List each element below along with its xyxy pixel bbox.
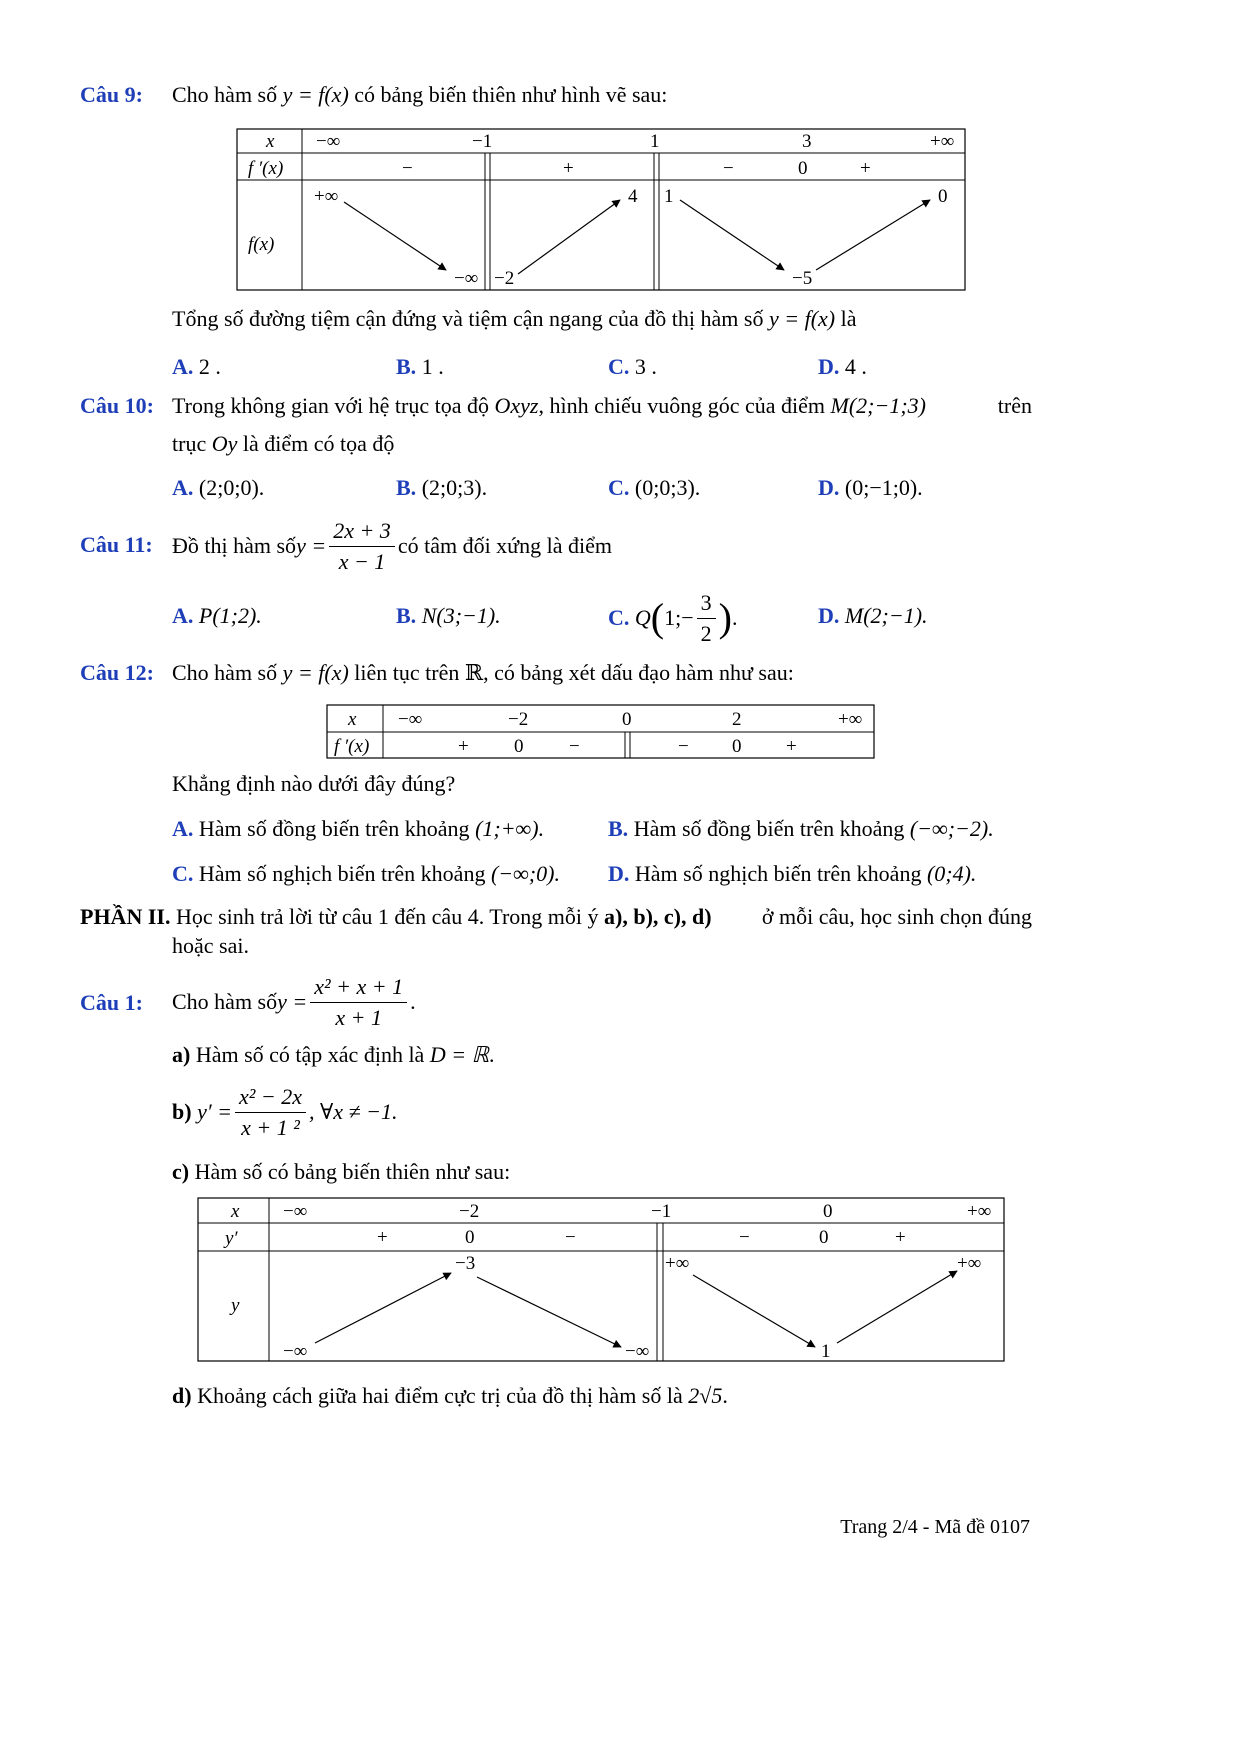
p2q1-x-3: 0 — [823, 1201, 833, 1222]
p2q1-y-2: −∞ — [625, 1341, 650, 1362]
p2q1-statement-a[interactable]: a) Hàm số có tập xác định là D = ℝ. — [172, 1042, 495, 1067]
q9-x-4: +∞ — [930, 131, 955, 152]
q12-x-3: 2 — [732, 709, 742, 730]
q9-x-1: −1 — [472, 131, 493, 152]
q9-f-4: 1 — [664, 186, 674, 207]
p2q1-sign-4: 0 — [819, 1227, 829, 1248]
q9-row-fp: f ′(x) — [248, 158, 284, 179]
p2q1-y-4: 1 — [821, 1341, 831, 1362]
q9-x-2: 1 — [650, 131, 660, 152]
q12-x-2: 0 — [622, 709, 632, 730]
q9-row-f: f(x) — [248, 234, 275, 255]
q10-label: Câu 10: — [80, 393, 154, 418]
q11-option-a[interactable]: A. P(1;2). — [172, 603, 262, 628]
q9-question — [172, 308, 857, 330]
q12-stem: Cho hàm số y = f(x) liên tục trên ℝ, có bảng xét dấu đạo hàm như sau: — [172, 660, 794, 685]
q9-option-d[interactable]: D. 4 . — [818, 354, 867, 379]
p2q1-row-y: y — [231, 1295, 240, 1316]
p2q1-label: Câu 1: — [80, 990, 143, 1015]
p2q1-variation-table — [197, 1197, 1007, 1365]
q9-option-a[interactable]: A. 2 . — [172, 354, 221, 379]
p2q1-arrow-down-1 — [477, 1277, 621, 1347]
p2q1-x-0: −∞ — [283, 1201, 308, 1222]
q10-option-d[interactable]: D. (0;−1;0). — [818, 475, 923, 500]
p2q1-statement-d[interactable]: d) Khoảng cách giữa hai điểm cực trị của đồ thị hàm số là 2√5. — [172, 1383, 728, 1408]
q10-option-a[interactable]: A. (2;0;0). — [172, 475, 265, 500]
p2q1-sign-3: − — [739, 1227, 750, 1248]
q12-sign-1: 0 — [514, 736, 524, 757]
p2q1-arrow-down-2 — [693, 1275, 815, 1347]
q9-label: Câu 9: — [80, 82, 143, 107]
q11-label-wrap — [80, 534, 153, 556]
p2q1-sign-1: 0 — [465, 1227, 475, 1248]
q9-stem-func: y = f(x) — [282, 82, 349, 107]
p2q1-row-x: x — [231, 1201, 240, 1222]
p2q1-sign-0: + — [377, 1227, 388, 1248]
q9-row-x: x — [266, 131, 275, 152]
q9-question-b: là — [835, 306, 857, 331]
q10-label-wrap — [80, 395, 154, 417]
p2q1-label-wrap — [80, 992, 143, 1014]
p2q1-statement-c[interactable]: c) Hàm số có bảng biến thiên như sau: — [172, 1159, 511, 1184]
p2q1-arrow-up-2 — [837, 1271, 957, 1343]
q12-x-4: +∞ — [838, 709, 863, 730]
q11-stem: Đồ thị hàm số y = $\frac{2x + 3}{x - 1}$ có tâm đối xứng là điểm — [172, 516, 612, 576]
q9-option-c[interactable]: C. 3 . — [608, 354, 657, 379]
p2q1-y-5: +∞ — [957, 1253, 982, 1274]
p2q1-sign-5: + — [895, 1227, 906, 1248]
p2q1-y-3: +∞ — [665, 1253, 690, 1274]
p2q1-x-4: +∞ — [967, 1201, 992, 1222]
q9-sign-3: 0 — [798, 158, 808, 179]
q9-sign-1: + — [563, 158, 574, 179]
q9-variation-table — [236, 128, 968, 294]
q11-label: Câu 11: — [80, 532, 153, 557]
q12-x-1: −2 — [508, 709, 529, 730]
q12-sign-0: + — [458, 736, 469, 757]
q9-f-5: −5 — [792, 268, 813, 289]
q9-sign-0: − — [402, 158, 413, 179]
q10-option-b[interactable]: B. (2;0;3). — [396, 475, 488, 500]
q12-sign-4: 0 — [732, 736, 742, 757]
q10-line1: Trong không gian với hệ trục tọa độ Oxyz, hình chiếu vuông góc của điểm M(2;−1;3) trên — [172, 393, 1032, 418]
q9-question-func: y = f(x) — [768, 306, 836, 331]
q12-sign-5: + — [786, 736, 797, 757]
q11-option-c[interactable]: C. Q ( 1;− $\frac{3}{2}$ ) . — [608, 590, 738, 646]
q9-sign-4: + — [860, 158, 871, 179]
q9-stem-a: Cho hàm số — [172, 82, 283, 107]
part2-heading: PHẦN II. Học sinh trả lời từ câu 1 đến câu 4. Trong mỗi ý a), b), c), d) ở mỗi câu, học sinh chọn đúng — [80, 904, 1032, 929]
q9-f-0: +∞ — [314, 186, 339, 207]
q9-f-1: −∞ — [454, 268, 479, 289]
p2q1-sign-2: − — [565, 1227, 576, 1248]
part2-heading-line2: hoặc sai. — [172, 933, 249, 958]
page-footer: Trang 2/4 - Mã đề 0107 — [840, 1516, 1030, 1538]
q9-sign-2: − — [723, 158, 734, 179]
p2q1-statement-b[interactable]: b) y′ = $\frac{\text{x² − 2x}}{\text{x + 1 ²}}$ , ∀x ≠ −1. — [172, 1084, 398, 1140]
q9-x-0: −∞ — [316, 131, 341, 152]
q9-stem — [172, 84, 667, 106]
q12-sign-3: − — [678, 736, 689, 757]
q9-arrow-down-1 — [344, 202, 446, 270]
q9-arrow-down-2 — [680, 200, 784, 270]
p2q1-y-1: −3 — [455, 1253, 476, 1274]
q9-question-a: Tổng số đường tiệm cận đứng và tiệm cận ngang của đồ thị hàm số — [172, 306, 769, 331]
q9-arrow-up-1 — [518, 200, 620, 274]
q12-label: Câu 12: — [80, 660, 154, 685]
q9-f-2: −2 — [494, 268, 515, 289]
p2q1-x-2: −1 — [651, 1201, 672, 1222]
q9-f-6: 0 — [938, 186, 948, 207]
p2q1-x-1: −2 — [459, 1201, 480, 1222]
q10-line2: trục Oy là điểm có tọa độ — [172, 431, 395, 456]
q9-x-3: 3 — [802, 131, 812, 152]
q9-option-b[interactable]: B. 1 . — [396, 354, 444, 379]
q9-block — [80, 84, 143, 106]
q11-option-b[interactable]: B. N(3;−1). — [396, 603, 501, 628]
q12-row-fp: f ′(x) — [334, 736, 370, 757]
q12-label-wrap — [80, 662, 154, 684]
p2q1-arrow-up-1 — [315, 1273, 451, 1343]
q12-x-0: −∞ — [398, 709, 423, 730]
q9-arrow-up-2 — [816, 200, 930, 270]
q11-fraction: $\frac{2x + 3}{x - 1}$ — [329, 516, 395, 576]
q9-f-3: 4 — [628, 186, 638, 207]
p2q1-y-0: −∞ — [283, 1341, 308, 1362]
q12-sign-table — [326, 704, 877, 762]
p2q1-stem: Cho hàm số y = $\frac{\text{x² + x + 1}}{x + 1}$ . — [172, 974, 416, 1030]
q12-option-a[interactable]: A. Hàm số đồng biến trên khoảng (1;+∞). — [172, 816, 545, 841]
q12-sign-2: − — [569, 736, 580, 757]
q11-option-d[interactable]: D. M(2;−1). — [818, 603, 928, 628]
q10-option-c[interactable]: C. (0;0;3). — [608, 475, 701, 500]
p2q1-row-yp: y′ — [225, 1228, 238, 1249]
q12-option-d[interactable]: D. Hàm số nghịch biến trên khoảng (0;4). — [608, 861, 977, 886]
q12-question: Khẳng định nào dưới đây đúng? — [172, 771, 456, 796]
q9-stem-b: có bảng biến thiên như hình vẽ sau: — [348, 82, 668, 107]
q12-option-c[interactable]: C. Hàm số nghịch biến trên khoảng (−∞;0). — [172, 861, 560, 886]
q12-option-b[interactable]: B. Hàm số đồng biến trên khoảng (−∞;−2). — [608, 816, 994, 841]
q12-row-x: x — [348, 709, 357, 730]
